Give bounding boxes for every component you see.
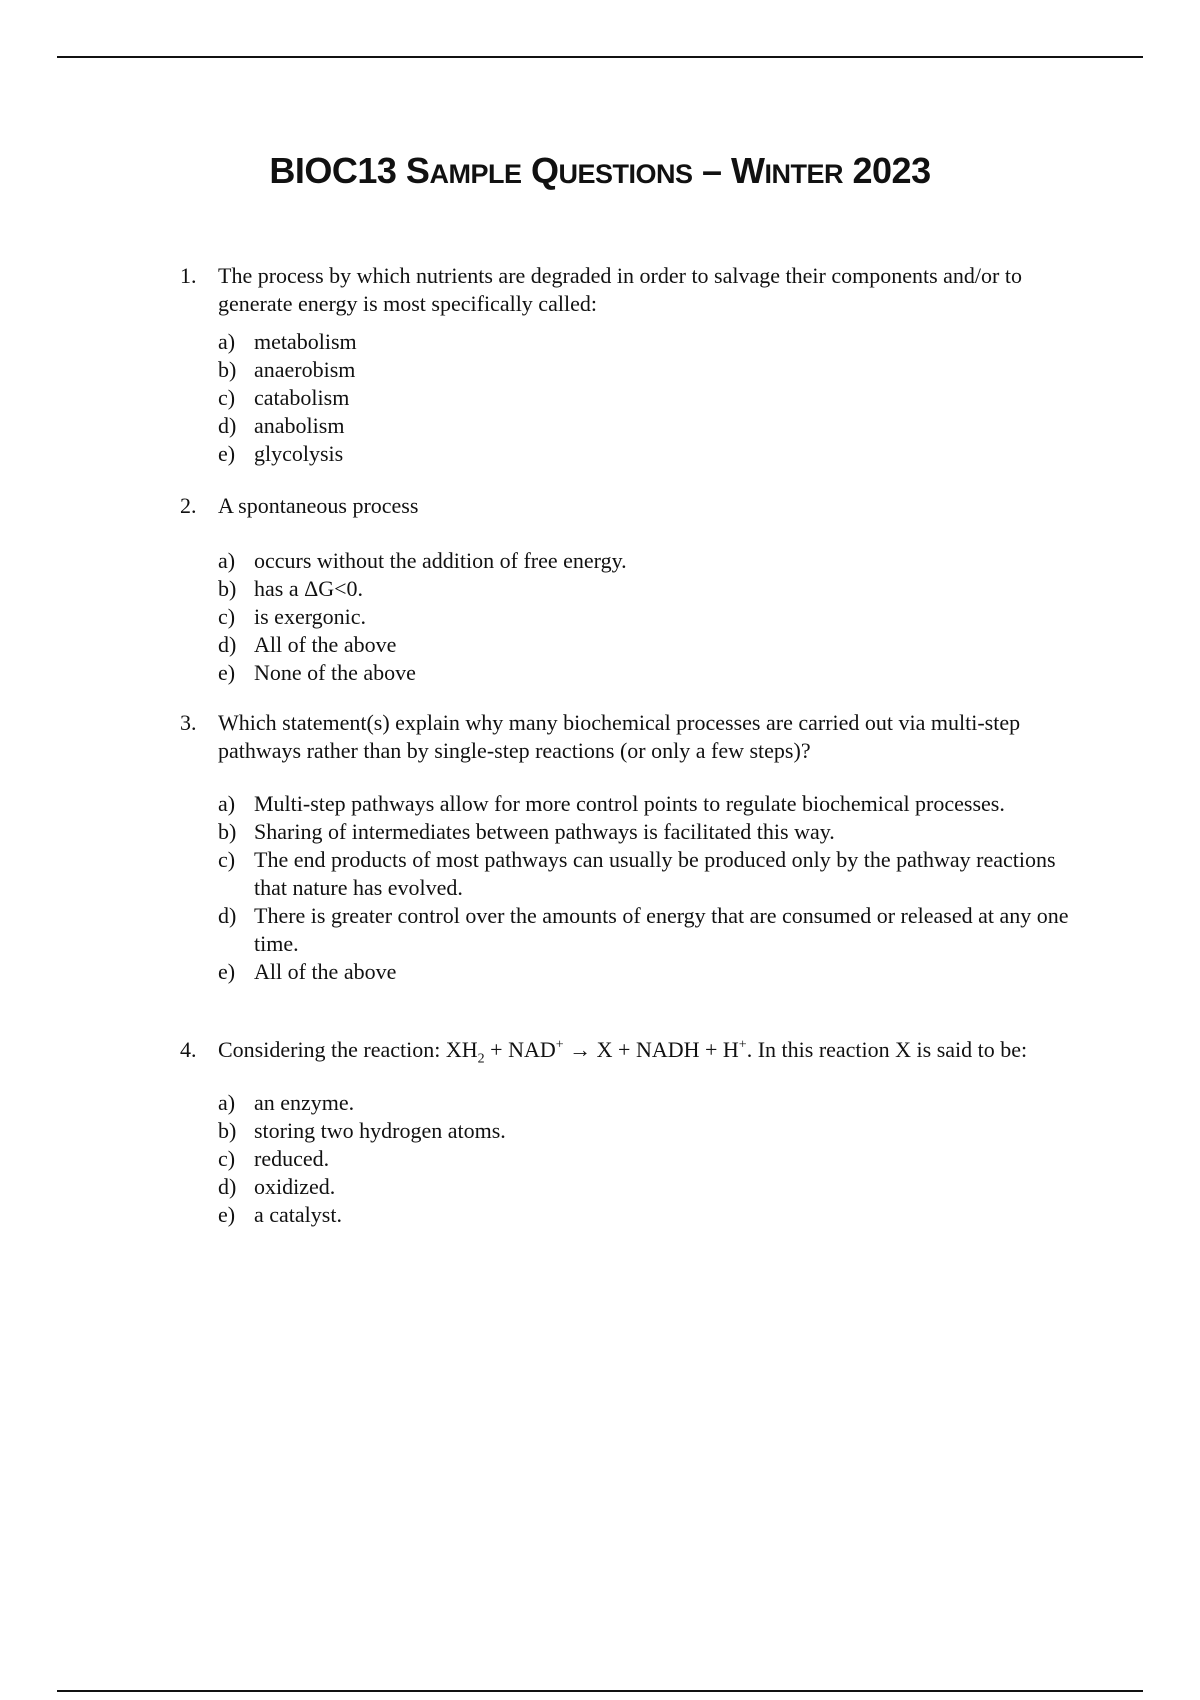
option-label: d) [218,632,237,657]
option-label: d) [218,903,237,928]
option-text: anabolism [254,413,345,438]
option-item[interactable] [218,575,1085,603]
option-label: a) [218,329,236,354]
question-text: Which statement(s) explain why many biochemical processes are carried out via multi-step pathways rather than by single-step reactions (or only a few steps)? [218,710,1021,763]
option-label: e) [218,959,236,984]
question-text-part: + NAD [484,1037,556,1062]
question-3 [180,709,1085,986]
option-item[interactable] [218,818,1085,846]
option-text: an enzyme. [254,1090,355,1115]
option-text: glycolysis [254,441,344,466]
title-text-6: INTER [764,159,844,189]
option-label: a) [218,791,236,816]
question-number: 2. [180,493,197,518]
option-label: c) [218,604,236,629]
question-text-part: . In this reaction X is said to be: [746,1037,1028,1062]
title-text-2: AMPLE [429,159,522,189]
option-label: c) [218,847,236,872]
option-item[interactable] [218,790,1085,818]
option-text: has a ΔG<0. [254,576,364,601]
option-item[interactable] [218,1117,1085,1145]
option-item[interactable] [218,547,1085,575]
superscript-plus: + [555,1037,564,1053]
option-text: occurs without the addition of free energy. [254,548,627,573]
option-label: a) [218,1090,236,1115]
question-4 [180,1036,1085,1229]
option-label: e) [218,1202,236,1227]
option-item[interactable] [218,1201,1085,1229]
question-text [218,1036,1085,1067]
question-number: 4. [180,1037,197,1062]
option-label: c) [218,1146,236,1171]
option-label: e) [218,660,236,685]
option-list [218,328,1085,468]
option-item[interactable] [218,631,1085,659]
question-text: The process by which nutrients are degraded in order to salvage their components and/or to generate energy is most specifically called: [218,263,1022,316]
title-text-1: BIOC13 S [269,150,430,191]
option-label: b) [218,357,237,382]
question-number: 3. [180,710,197,735]
option-text: All of the above [254,632,397,657]
option-text: The end products of most pathways can usually be produced only by the pathway reactions that nature has evolved. [254,847,1056,900]
option-label: e) [218,441,236,466]
option-text: Multi-step pathways allow for more control points to regulate biochemical processes. [254,791,1005,816]
option-text: is exergonic. [254,604,367,629]
option-item[interactable] [218,412,1085,440]
option-text: reduced. [254,1146,330,1171]
question-text-part: → X + NADH + H [563,1037,739,1062]
option-label: b) [218,1118,237,1143]
option-item[interactable] [218,603,1085,631]
option-label: b) [218,576,237,601]
option-text: All of the above [254,959,397,984]
option-label: b) [218,819,237,844]
option-text: There is greater control over the amounts of energy that are consumed or released at any one time. [254,903,1069,956]
option-item[interactable] [218,902,1085,958]
subscript-2: 2 [477,1051,485,1067]
option-item[interactable] [218,1145,1085,1173]
option-label: d) [218,1174,237,1199]
option-item[interactable] [218,1089,1085,1117]
option-text: a catalyst. [254,1202,342,1227]
option-text: storing two hydrogen atoms. [254,1118,506,1143]
option-list [218,1089,1085,1229]
question-1 [180,262,1085,468]
question-text: A spontaneous process [218,493,419,518]
question-list [180,262,1085,1229]
option-list [218,790,1085,986]
title-text-4: UESTIONS [558,159,693,189]
title-text-7: 2023 [843,150,931,191]
option-text: Sharing of intermediates between pathways is facilitated this way. [254,819,835,844]
question-text-part: Considering the reaction: XH [218,1037,478,1062]
top-divider [57,56,1143,58]
option-item[interactable] [218,384,1085,412]
option-item[interactable] [218,440,1085,468]
option-item[interactable] [218,958,1085,986]
option-text: metabolism [254,329,357,354]
title-text-3: Q [521,150,559,191]
superscript-plus: + [738,1037,747,1053]
option-item[interactable] [218,356,1085,384]
option-text: oxidized. [254,1174,336,1199]
page-title [0,150,1200,192]
title-text-5: – W [692,150,765,191]
bottom-divider [57,1690,1143,1692]
option-item[interactable] [218,659,1085,687]
option-label: d) [218,413,237,438]
option-item[interactable] [218,846,1085,902]
option-label: a) [218,548,236,573]
option-item[interactable] [218,328,1085,356]
option-text: anaerobism [254,357,356,382]
option-item[interactable] [218,1173,1085,1201]
option-text: catabolism [254,385,350,410]
option-text: None of the above [254,660,416,685]
question-2 [180,492,1085,687]
question-number: 1. [180,263,197,288]
option-label: c) [218,385,236,410]
option-list [218,547,1085,687]
